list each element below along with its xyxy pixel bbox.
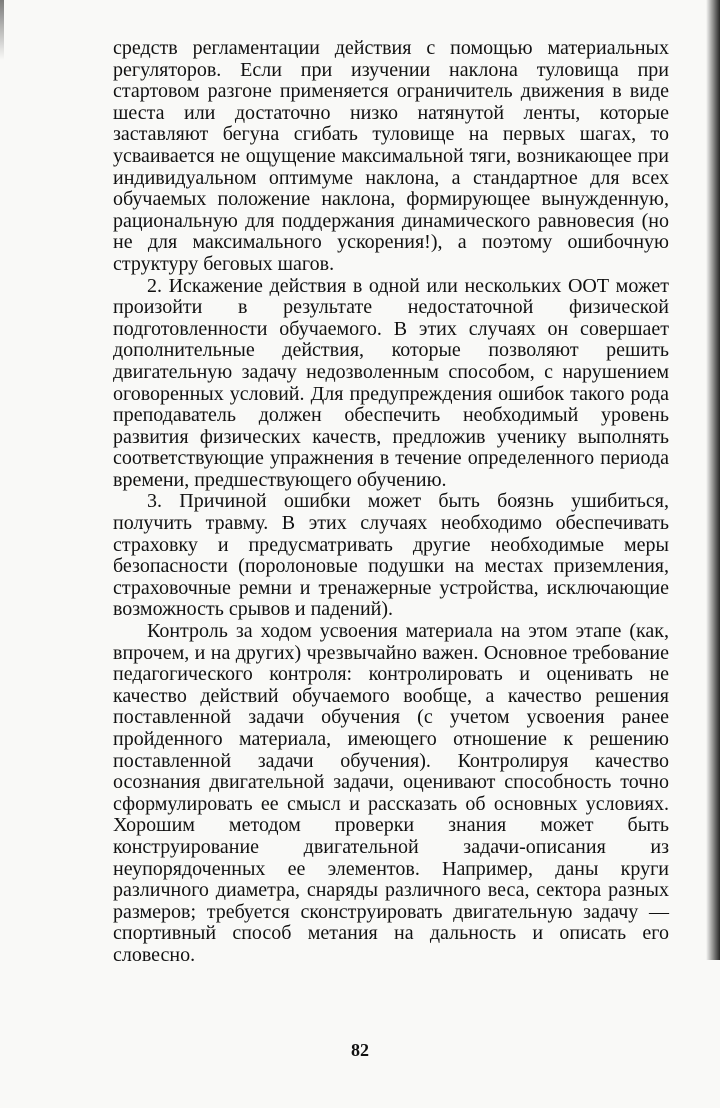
paragraph-1: средств регламентации действия с помощью материальных регуляторов. Если при изучении наклона туловища при стартовом разгоне применяется ограничитель движения в виде шеста или достаточно низко натянутой ленты, которые заставляют бегуна сгибать туловище на первых шагах, то усваивается не ощущение максимальной тяги, возникающее при индивидуальном оптимуме наклона, а стандартное для всех обучаемых положение наклона, формирующее вынужденную, рациональную для поддержания динамического равновесия (но не для максимального ускорения!), а поэтому ошибочную структуру беговых шагов. xyxy=(113,37,669,275)
page-edge-shadow-right xyxy=(706,0,720,960)
body-text xyxy=(113,38,669,967)
paragraph-3: 3. Причиной ошибки может быть боязнь ушибиться, получить травму. В этих случаях необходимо обеспечивать страховку и предусматривать другие необходимые меры безопасности (поролоновые подушки на местах приземления, страховочные ремни и тренажерные устройства, исключающие возможность срывов и падений). xyxy=(113,490,669,621)
paragraph-4: Контроль за ходом усвоения материала на этом этапе (как, впрочем, и на других) чрезвычайно важен. Основное требование педагогического контроля: контролировать и оценивать не качество действий обучаемого вообще, а качество решения поставленной задачи обучения (с учетом усвоения ранее пройденного материала, имеющего отношение к решению поставленной задачи обучения). Контролируя качество осознания двигательной задачи, оценивают способность точно сформулировать ее смысл и рассказать об основных условиях. Хорошим методом проверки знания может быть конструирование двигательной задачи-описания из неупорядоченных ее элементов. Например, даны круги различного диаметра, снаряды различного веса, сектора разных размеров; требуется сконструировать двигательную задачу — спортивный способ метания на дальность и описать его словесно. xyxy=(113,620,669,966)
page-edge-shadow-left xyxy=(0,0,4,60)
page-number: 82 xyxy=(351,1040,369,1060)
paragraph-2: 2. Искажение действия в одной или нескольких ООТ может произойти в результате недостаточной физической подготовленности обучаемого. В этих случаях он совершает дополнительные действия, которые позволяют решить двигательную задачу недозволенным способом, с нарушением оговоренных условий. Для предупреждения ошибок такого рода преподаватель должен обеспечить необходимый уровень развития физических качеств, предложив ученику выполнять соответствующие упражнения в течение определенного периода времени, предшествующего обучению. xyxy=(113,274,669,491)
